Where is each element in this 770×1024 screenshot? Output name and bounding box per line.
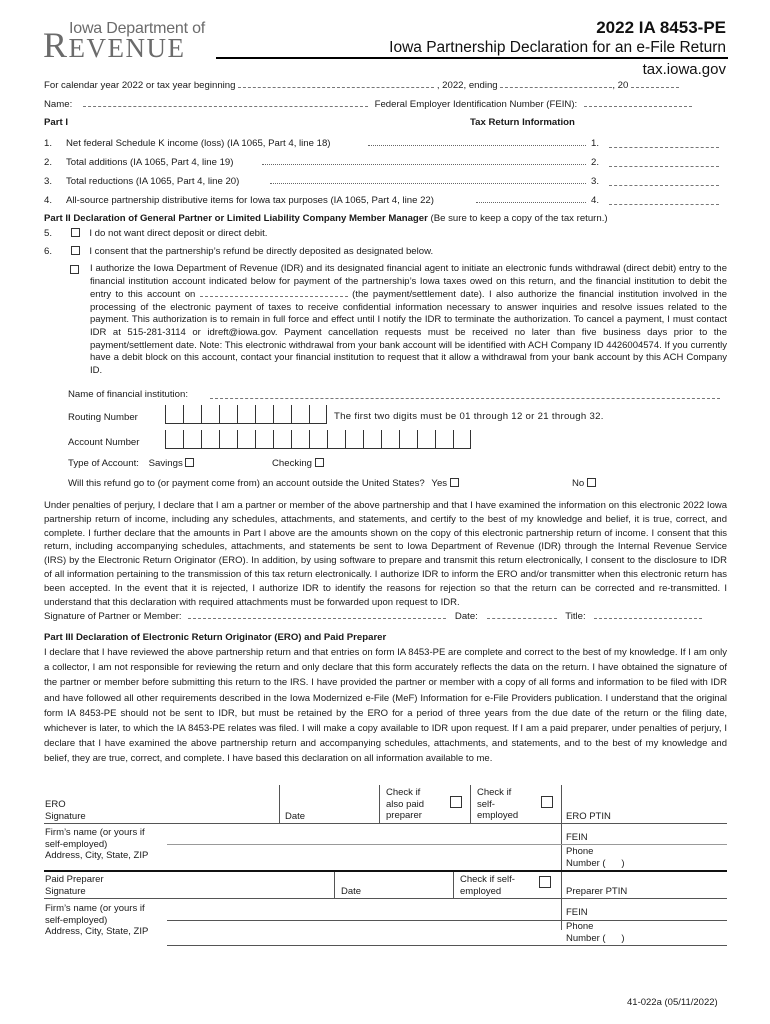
leader-dots (270, 183, 586, 184)
item-6 (44, 246, 433, 257)
preparer-phone-field[interactable]: Number ( ) (566, 932, 625, 944)
ero-phone-label (566, 846, 625, 869)
part1-line-1 (44, 138, 331, 149)
tax-year-year-field[interactable] (631, 87, 679, 88)
name-row (44, 99, 692, 110)
label-line: Phone (566, 921, 594, 932)
direct-debit-authorization-checkbox[interactable] (70, 265, 79, 274)
routing-digit-cell[interactable] (291, 405, 309, 424)
part1-line-2 (44, 157, 233, 168)
routing-number-field[interactable] (165, 405, 327, 424)
leader-dots (476, 202, 586, 203)
checking-option (272, 458, 324, 469)
account-digit-cell[interactable] (165, 430, 183, 449)
preparer-fein-label: FEIN (566, 907, 588, 918)
ero-firm-name-field[interactable] (167, 825, 559, 843)
line-ref-4: 4. (591, 195, 600, 206)
form-code: 41-022a (05/11/2022) (627, 997, 718, 1008)
label-line: self- (477, 798, 495, 810)
payment-date-field[interactable] (200, 288, 348, 297)
divider (561, 785, 562, 930)
account-digit-cell[interactable] (183, 430, 201, 449)
account-digit-cell[interactable] (201, 430, 219, 449)
part3-title: Part III Declaration of Electronic Return Originator (ERO) and Paid Preparer (44, 632, 387, 643)
routing-digit-cell[interactable] (219, 405, 237, 424)
table-rule (44, 823, 727, 824)
line-ref-1: 1. (591, 138, 600, 149)
partner-title-field[interactable] (594, 610, 702, 619)
no-option (572, 478, 596, 489)
preparer-address-field[interactable] (167, 922, 559, 944)
leader-dots (368, 145, 586, 146)
tax-year-ending-field[interactable] (500, 87, 612, 88)
item-number: 6. (44, 246, 53, 257)
ero-firm-label (45, 827, 148, 862)
item-5 (44, 228, 267, 239)
routing-digit-cell[interactable] (183, 405, 201, 424)
leader-dots (262, 164, 586, 165)
preparer-self-employed-checkbox[interactable] (539, 876, 551, 888)
line-text: Net federal Schedule K income (loss) (IA 1065, Part 4, line 18) (66, 138, 331, 149)
divider (379, 785, 380, 823)
part1-title: Part I (44, 117, 68, 128)
yes-label: Yes (431, 478, 448, 489)
line-text: Total reductions (IA 1065, Part 4, line 20) (66, 176, 240, 187)
label-line: employed (477, 810, 519, 821)
outside-us-yes-checkbox[interactable] (450, 478, 459, 487)
ero-signature-field[interactable] (108, 786, 278, 822)
auth-text-after: (the payment/settlement date). I also authorize the financial institution involved in the processing of the electronic payment of taxes to receive confidential information necessary to answer inquiries and resolve issues related to the payment. This authorization is to remain in full force and effect until I notify the IDR to terminate the authorization. To cancel a payment, I must contact IDR at 515-281-3114 or idreft@iowa.gov. Payment cancellation requests must be received no later than five business days prior to the payment/settlement date. Note: This electronic withdrawal from your bank account will be identified with ACH Company ID 4426004574. If you currently have a debit block on this account, contact your financial institution to request that it allow a withdrawal from your bank account by this ACH Company ID. (90, 289, 728, 376)
partner-date-label: Date: (454, 611, 478, 622)
part2-header (44, 213, 608, 224)
account-digit-cell[interactable] (363, 430, 381, 449)
preparer-ptin-label: Preparer PTIN (566, 886, 628, 897)
preparer-signature-field[interactable] (130, 873, 332, 897)
line-number: 1. (44, 138, 53, 149)
label-line: Signature (45, 810, 86, 822)
ero-phone-field[interactable]: Number ( ) (566, 857, 625, 869)
label-line: Signature (45, 885, 86, 897)
auth-text-before: I authorize the Iowa Department of Revenue (IDR) and its designated financial agent to initiate an electronic funds withdrawal (direct debit) entry to the financial institution account indicated below for payment of the partnership’s Iowa taxes owed on this return, and the financial institution to debit the entry to this account on (90, 263, 727, 301)
line-text: All-source partnership distributive items for Iowa tax purposes (IA 1065, Part 4, line 22) (66, 195, 434, 206)
table-rule (167, 920, 727, 921)
routing-digit-cell[interactable] (255, 405, 273, 424)
ero-address-field[interactable] (167, 846, 559, 868)
item-6-text: I consent that the partnership’s refund be directly deposited as designated below. (89, 246, 434, 257)
outside-us-no-checkbox[interactable] (587, 478, 596, 487)
label-line: Firm’s name (or yours if (45, 903, 145, 914)
account-digit-cell[interactable] (435, 430, 453, 449)
ero-ptin-field[interactable] (620, 786, 727, 822)
account-type-row (68, 458, 194, 469)
line-2-amount[interactable] (609, 158, 719, 167)
line-number: 2. (44, 157, 53, 168)
partner-title-label: Title: (565, 611, 586, 622)
tax-year-label: For calendar year 2022 or tax year beginning (44, 80, 236, 91)
partner-signature-row (44, 610, 702, 622)
account-digit-cell[interactable] (381, 430, 399, 449)
label-line: Phone (566, 846, 594, 857)
checking-checkbox[interactable] (315, 458, 324, 467)
label-line: Address, City, State, ZIP (45, 850, 149, 861)
table-rule (167, 844, 727, 845)
label-line: employed (460, 885, 502, 897)
preparer-firm-label (45, 903, 148, 938)
routing-digit-cell[interactable] (273, 405, 291, 424)
savings-label: Savings (148, 458, 183, 469)
ero-paid-preparer-label (386, 787, 424, 822)
routing-note: The first two digits must be 01 through 12 or 21 through 32. (334, 411, 604, 422)
ero-date-field[interactable] (315, 786, 377, 822)
ero-signature-label (45, 799, 86, 822)
preparer-self-employed-label (460, 874, 515, 897)
ero-ptin-label: ERO PTIN (566, 811, 611, 822)
institution-field[interactable] (210, 390, 720, 399)
item-5-text: I do not want direct deposit or direct debit. (89, 228, 268, 239)
fein-label: Federal Employer Identification Number (FEIN): (374, 99, 578, 110)
part1-line-4 (44, 195, 434, 206)
agency-logo-rest: EVENUE (68, 33, 186, 63)
routing-digit-cell[interactable] (309, 405, 327, 424)
line-number: 3. (44, 176, 53, 187)
preparer-phone-label (566, 921, 625, 944)
agency-name-line1: Iowa Department of (69, 20, 206, 37)
ero-date-label: Date (285, 811, 306, 822)
savings-checkbox[interactable] (185, 458, 194, 467)
label-line: also paid (386, 798, 425, 810)
ero-also-paid-preparer-checkbox[interactable] (450, 796, 462, 808)
ero-self-employed-label (477, 787, 518, 822)
label-line: self-employed) (45, 838, 108, 850)
divider (279, 785, 280, 823)
agency-logo-initial: R (43, 25, 69, 65)
label-line: Paid Preparer (45, 874, 104, 885)
account-digit-cell[interactable] (237, 430, 255, 449)
outside-us-question: Will this refund go to (or payment come from) an account outside the United States? (68, 478, 425, 489)
label-line: Check if (386, 787, 421, 798)
part1-subtitle: Tax Return Information (470, 117, 575, 128)
fein-field[interactable] (584, 106, 692, 107)
label-line: Check if (477, 787, 512, 798)
part1-line-3 (44, 176, 239, 187)
part3-declaration: I declare that I have reviewed the above partnership return and that entries on form IA 8453-PE are complete and correct to the best of my knowledge. If I am only a collector, I am not responsible for reviewing the return and only declare that this form accurately reflects the data on the return. I have obtained the signature of the partner or member before submitting this return to the IRS. I have provided the partner or member with a copy of all forms and information to be filed with IDR and have followed all other requirements described in the Iowa Modernized e-File (MeF) Information for e-File Providers publication. I understand that the original form IA 8453-PE should not be sent to IDR, but must be retained by the ERO for a period of three years from the due date of the return or the filing date, whichever is later, to which the IA 8453-PE relates was filed. I will make a copy available to IDR upon request. If I am a paid preparer, under penalties of perjury, I declare that I have examined the above partnership return and accompanying schedules, attachments, and statements, and to the best of my knowledge and belief, they are true, correct, and complete. I have based this declaration on all information available to me. (44, 647, 727, 765)
item-number: 5. (44, 228, 53, 239)
account-digit-cell[interactable] (327, 430, 345, 449)
account-type-label: Type of Account: (68, 458, 139, 469)
divider (470, 785, 471, 823)
line-number: 4. (44, 195, 53, 206)
header-rule (216, 57, 728, 59)
table-rule-thick (44, 870, 727, 872)
partner-signature-field[interactable] (188, 610, 446, 619)
label-line: preparer (386, 810, 422, 821)
ero-self-employed-checkbox[interactable] (541, 796, 553, 808)
account-digit-cell[interactable] (219, 430, 237, 449)
institution-label: Name of financial institution: (68, 389, 188, 400)
account-digit-cell[interactable] (399, 430, 417, 449)
label-line: ERO (45, 799, 66, 810)
label-line: Firm’s name (or yours if (45, 827, 145, 838)
tax-year-mid-label: , 2022, ending (436, 80, 498, 91)
website: tax.iowa.gov (642, 61, 726, 78)
routing-label: Routing Number (68, 412, 138, 423)
partner-signature-label: Signature of Partner or Member: (44, 611, 182, 622)
line-text: Total additions (IA 1065, Part 4, line 19) (66, 157, 234, 168)
table-rule (167, 945, 727, 946)
preparer-firm-name-field[interactable] (167, 900, 559, 920)
partner-date-field[interactable] (487, 610, 557, 619)
account-digit-cell[interactable] (273, 430, 291, 449)
account-digit-cell[interactable] (453, 430, 471, 449)
perjury-statement: Under penalties of perjury, I declare that I am a partner or member of the above partnership and that I have examined the information on this electronic 2022 Iowa partnership return of income, including any schedules, attachments, and statements, and certify to the best of my knowledge and belief, it is true, correct, and complete. I further declare that the amounts in Part I above are the amounts shown on the copy of this electronic partnership return of income. I consent that this return, including accompanying schedules, attachments, and statements be sent to Iowa Department of Revenue (IDR) through the Internal Revenue Service (IRS) by the Electronic Return Originator (ERO). In addition, by using software to prepare and transmit this return electronically, I consent to the disclosure to IDR of all information pertaining to the transmission of this tax return electronically. I authorize IDR to inform the ERO and/or transmitter when this electronic return has been accepted. In the event that it is rejected, I authorize IDR to identify the reasons for rejection so that the return can be corrected and re-transmitted. I understand that this declaration with required attachments must be forwarded upon request to IDR. (44, 500, 727, 608)
line-3-amount[interactable] (609, 177, 719, 186)
account-digit-cell[interactable] (309, 430, 327, 449)
form-title: Iowa Partnership Declaration for an e-File Return (389, 39, 726, 56)
no-direct-deposit-checkbox[interactable] (71, 228, 80, 237)
account-digit-cell[interactable] (417, 430, 435, 449)
preparer-date-label: Date (341, 886, 362, 897)
table-rule (44, 898, 727, 899)
label-line: Address, City, State, ZIP (45, 926, 149, 937)
line-ref-3: 3. (591, 176, 600, 187)
line-1-amount[interactable] (609, 139, 719, 148)
account-digit-cell[interactable] (291, 430, 309, 449)
divider (453, 872, 454, 898)
account-number-field[interactable] (165, 430, 471, 449)
tax-year-beginning-field[interactable] (238, 87, 434, 88)
form-id: 2022 IA 8453-PE (596, 18, 726, 37)
routing-digit-cell[interactable] (201, 405, 219, 424)
ero-fein-label: FEIN (566, 832, 588, 843)
label-line: self-employed) (45, 914, 108, 926)
label-line: Check if self- (460, 874, 515, 885)
preparer-date-field[interactable] (370, 873, 452, 897)
routing-digit-cell[interactable] (165, 405, 183, 424)
account-digit-cell[interactable] (345, 430, 363, 449)
checking-label: Checking (272, 458, 312, 469)
account-label: Account Number (68, 437, 140, 448)
name-label: Name: (44, 99, 73, 110)
direct-debit-authorization-text (90, 263, 727, 377)
part2-title: Part II Declaration of General Partner or Limited Liability Company Member Manager (44, 213, 428, 224)
tax-year-row (44, 80, 679, 91)
no-label: No (572, 478, 585, 489)
routing-digit-cell[interactable] (237, 405, 255, 424)
tax-year-end-label: , 20 (612, 80, 629, 91)
divider (334, 872, 335, 898)
account-digit-cell[interactable] (255, 430, 273, 449)
preparer-signature-label (45, 874, 104, 897)
part2-note: (Be sure to keep a copy of the tax return.) (430, 213, 608, 224)
outside-us-row (68, 478, 459, 489)
direct-deposit-consent-checkbox[interactable] (71, 246, 80, 255)
line-4-amount[interactable] (609, 196, 719, 205)
name-field[interactable] (83, 106, 368, 107)
line-ref-2: 2. (591, 157, 600, 168)
preparer-ptin-field[interactable] (630, 873, 727, 897)
